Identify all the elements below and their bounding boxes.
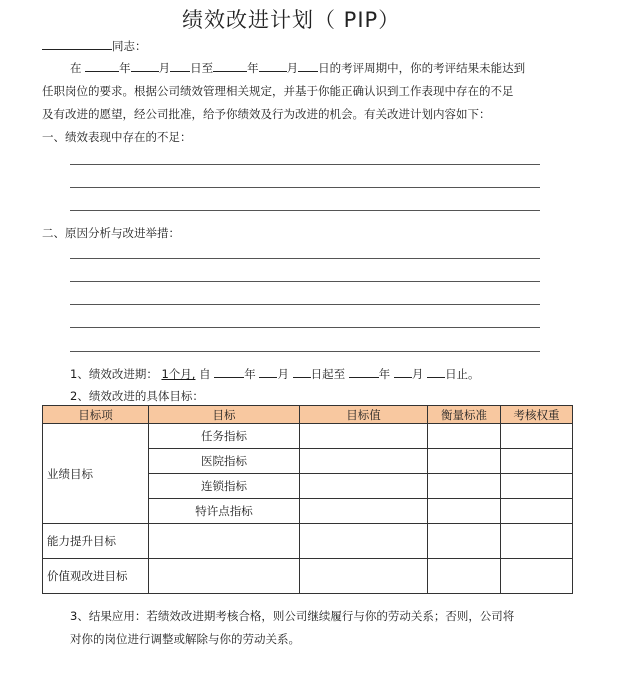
measure-cell[interactable] xyxy=(428,449,501,474)
analysis-line[interactable] xyxy=(70,327,540,328)
period-start-day-blank[interactable] xyxy=(293,366,311,378)
analysis-line[interactable] xyxy=(70,304,540,305)
deficiency-line[interactable] xyxy=(70,187,540,188)
goal-name-cell: 任务指标 xyxy=(149,424,300,449)
period-from-label: 自 xyxy=(199,367,211,381)
year-label: 年 xyxy=(247,61,259,75)
target-value-cell[interactable] xyxy=(300,559,428,594)
analysis-line[interactable] xyxy=(70,351,540,352)
column-header: 目标 xyxy=(149,406,300,424)
performance-goal-group: 业绩目标 xyxy=(43,424,149,524)
name-blank[interactable] xyxy=(42,38,112,50)
table-row xyxy=(43,559,573,594)
year-label: 年 xyxy=(244,367,256,381)
weight-cell[interactable] xyxy=(501,474,573,499)
weight-cell[interactable] xyxy=(501,449,573,474)
goal-name-cell: 医院指标 xyxy=(149,449,300,474)
deficiency-line[interactable] xyxy=(70,210,540,211)
section-2-heading: 二、原因分析与改进举措： xyxy=(42,226,180,240)
period-start-year-blank[interactable] xyxy=(214,366,244,378)
period-start-month-blank[interactable] xyxy=(259,366,277,378)
column-header: 考核权重 xyxy=(501,406,573,424)
month-label: 月 xyxy=(411,367,424,381)
intro-line-1 xyxy=(70,60,525,76)
table-header-row xyxy=(43,406,573,424)
column-header: 衡量标准 xyxy=(428,406,501,424)
period-end-month-blank[interactable] xyxy=(394,366,412,378)
result-line-2: 对你的岗位进行调整或解除与你的劳动关系。 xyxy=(70,632,300,646)
intro-prefix: 在 xyxy=(70,61,82,75)
salutation-line xyxy=(42,38,147,54)
goal-cell[interactable] xyxy=(149,524,300,559)
target-value-cell[interactable] xyxy=(300,499,428,524)
start-year-blank[interactable] xyxy=(85,60,119,72)
start-month-blank[interactable] xyxy=(131,60,159,72)
table-row xyxy=(43,524,573,559)
page-title: 绩效改进计划（ PIP） xyxy=(182,8,401,32)
period-label: 1、绩效改进期： xyxy=(70,367,158,381)
weight-cell[interactable] xyxy=(501,499,573,524)
measure-cell[interactable] xyxy=(428,474,501,499)
period-duration: 1个月, xyxy=(161,367,196,381)
goal-name-cell: 特许点指标 xyxy=(149,499,300,524)
goals-table xyxy=(42,405,573,594)
measure-cell[interactable] xyxy=(428,499,501,524)
period-end-year-blank[interactable] xyxy=(349,366,379,378)
weight-cell[interactable] xyxy=(501,424,573,449)
weight-cell[interactable] xyxy=(501,559,573,594)
deficiency-line[interactable] xyxy=(70,164,540,165)
month-label: 月 xyxy=(286,61,299,75)
year-label: 年 xyxy=(119,61,131,75)
goal-name-cell: 连锁指标 xyxy=(149,474,300,499)
analysis-line[interactable] xyxy=(70,258,540,259)
intro-line-3: 及有改进的愿望，经公司批准，给予你绩效及行为改进的机会。有关改进计划内容如下： xyxy=(42,107,491,121)
period-day-end-label: 日止。 xyxy=(445,367,480,381)
intro-line-2: 任职岗位的要求。根据公司绩效管理相关规定，并基于你能正确认识到工作表现中存在的不足 xyxy=(42,84,514,98)
target-value-cell[interactable] xyxy=(300,474,428,499)
weight-cell[interactable] xyxy=(501,524,573,559)
start-day-blank[interactable] xyxy=(170,60,190,72)
salutation-label: 同志： xyxy=(112,39,147,53)
section-1-heading: 一、绩效表现中存在的不足： xyxy=(42,130,192,144)
period-end-day-blank[interactable] xyxy=(427,366,445,378)
year-label: 年 xyxy=(378,367,391,381)
end-month-blank[interactable] xyxy=(259,60,287,72)
target-value-cell[interactable] xyxy=(300,449,428,474)
period-day-start-label: 日起至 xyxy=(310,367,346,381)
analysis-line[interactable] xyxy=(70,281,540,282)
goal-cell[interactable] xyxy=(149,559,300,594)
column-header: 目标项 xyxy=(43,406,149,424)
month-label: 月 xyxy=(277,367,289,381)
day-to-label: 日至 xyxy=(190,61,214,75)
measure-cell[interactable] xyxy=(428,424,501,449)
target-value-cell[interactable] xyxy=(300,524,428,559)
target-value-cell[interactable] xyxy=(300,424,428,449)
improvement-period xyxy=(70,366,480,382)
end-year-blank[interactable] xyxy=(213,60,247,72)
month-label: 月 xyxy=(158,61,171,75)
ability-goal-label: 能力提升目标 xyxy=(43,524,149,559)
end-day-blank[interactable] xyxy=(298,60,318,72)
table-row xyxy=(43,424,573,449)
goals-heading: 2、绩效改进的具体目标： xyxy=(70,389,204,403)
measure-cell[interactable] xyxy=(428,524,501,559)
measure-cell[interactable] xyxy=(428,559,501,594)
result-line-1: 3、结果应用：若绩效改进期考核合格，则公司继续履行与你的劳动关系；否则，公司将 xyxy=(70,609,515,623)
column-header: 目标值 xyxy=(300,406,428,424)
values-goal-label: 价值观改进目标 xyxy=(43,559,149,594)
intro-suffix: 日的考评周期中，你的考评结果未能达到 xyxy=(318,61,526,75)
